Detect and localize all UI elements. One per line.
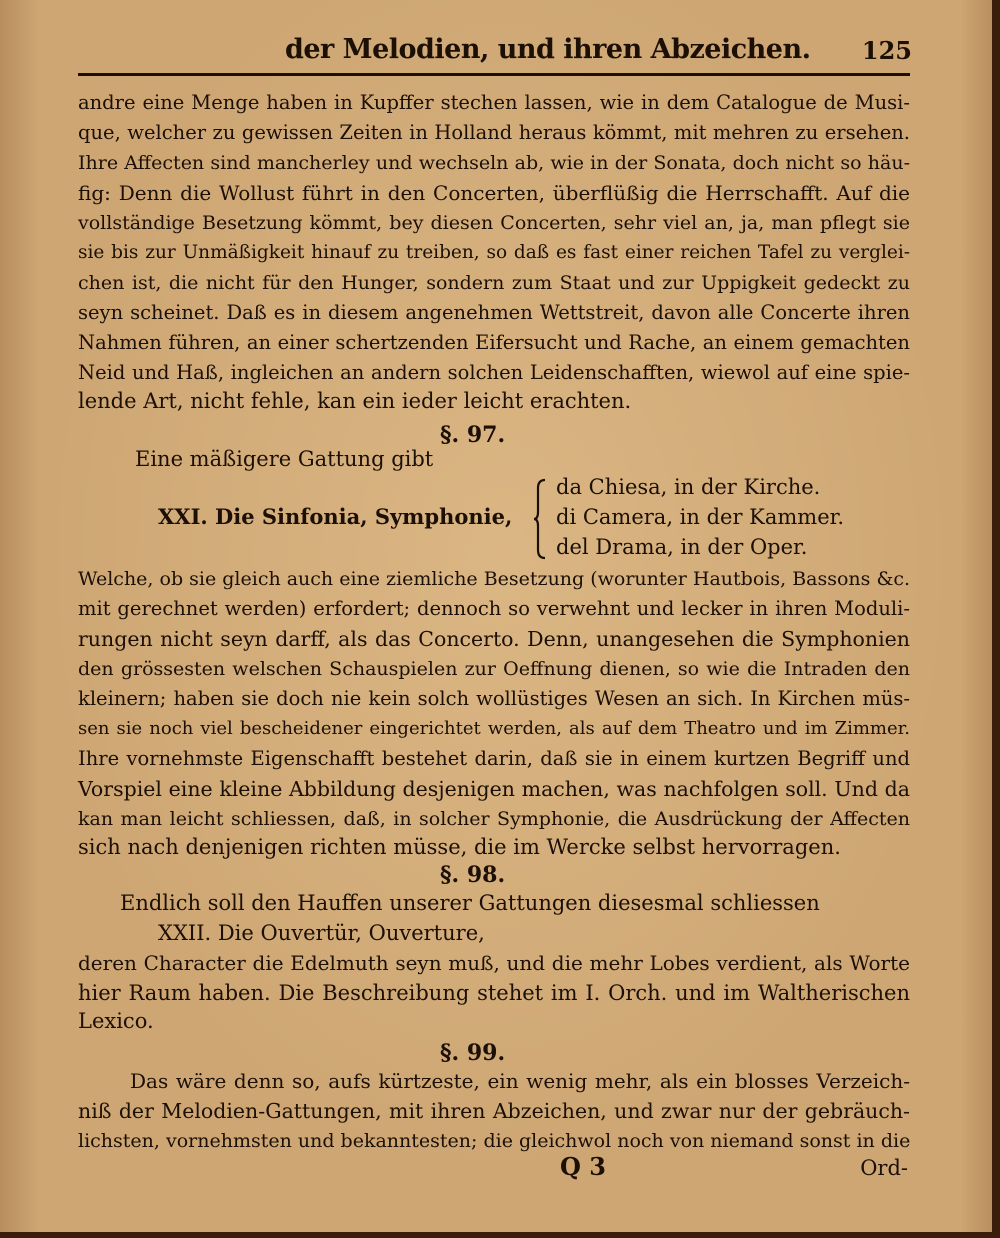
variant-item: del Drama, in der Oper. bbox=[556, 535, 808, 559]
section-heading: §. 99. bbox=[440, 1040, 506, 1066]
text-line: sich nach denjenigen richten müsse, die im Wercke selbst hervorragen. bbox=[78, 835, 841, 859]
text-line: hier Raum haben. Die Beschreibung stehet im I. Orch. und im Waltherischen bbox=[78, 981, 910, 1005]
text-line: Welche, ob sie gleich auch eine ziemliche Besetzung (worunter Hautbois, Bassons &c. bbox=[78, 568, 911, 590]
catchword: Ord- bbox=[860, 1156, 908, 1180]
text-line: que, welcher zu gewissen Zeiten in Holland heraus kömmt, mit mehren zu ersehen. bbox=[78, 121, 910, 144]
header-rule bbox=[78, 73, 910, 76]
variant-item: di Camera, in der Kammer. bbox=[556, 505, 845, 529]
text-line: andre eine Menge haben in Kupffer stechen lassen, wie in dem Catalogue de Musi- bbox=[78, 91, 910, 114]
text-line: vollständige Besetzung kömmt, bey diesen Concerten, sehr viel an, ja, man pflegt sie bbox=[78, 212, 910, 234]
text-line: seyn scheinet. Daß es in diesem angenehmen Wettstreit, davon alle Concerte ihren bbox=[78, 301, 910, 324]
page-edge-shadow-bottom bbox=[0, 1232, 1000, 1238]
text-line: mit gerechnet werden) erfordert; dennoch so verwehnt und lecker in ihren Moduli- bbox=[78, 597, 910, 620]
signature-mark: Q 3 bbox=[560, 1152, 606, 1181]
text-line: sie bis zur Unmäßigkeit hinauf zu treiben, so daß es fast einer reichen Tafel zu verglei- bbox=[78, 242, 910, 263]
text-line: Ihre vornehmste Eigenschafft bestehet darin, daß sie in einem kurtzen Begriff und bbox=[78, 747, 910, 770]
text-line: sen sie noch viel bescheidener eingerichtet werden, als auf dem Theatro und im Zimmer. bbox=[78, 718, 910, 739]
section-heading: §. 98. bbox=[440, 862, 506, 888]
text-line: deren Character die Edelmuth seyn muß, und die mehr Lobes verdient, als Worte bbox=[78, 951, 910, 975]
section-intro: Eine mäßigere Gattung gibt bbox=[135, 447, 434, 471]
text-line: Ihre Affecten sind mancherley und wechseln ab, wie in der Sonata, doch nicht so häu- bbox=[78, 152, 910, 174]
page-number: 125 bbox=[861, 36, 912, 65]
text-line: fig: Denn die Wollust führt in den Concerten, überflüßig die Herrschafft. Auf die bbox=[78, 181, 910, 205]
curly-brace bbox=[533, 478, 547, 560]
text-line: lichsten, vornehmsten und bekanntesten; die gleichwol noch von niemand sonst in die bbox=[78, 1130, 911, 1152]
running-head: der Melodien, und ihren Abzeichen. bbox=[285, 34, 811, 65]
text-line: lende Art, nicht fehle, kan ein ieder leicht erachten. bbox=[78, 389, 632, 413]
text-line: Vorspiel eine kleine Abbildung desjenigen machen, was nachfolgen soll. Und da bbox=[78, 777, 910, 801]
text-line: Neid und Haß, ingleichen an andern solchen Leidenschafften, wiewol auf eine spie- bbox=[78, 361, 910, 384]
text-line: chen ist, die nicht für den Hunger, sondern zum Staat und zur Uppigkeit gedeckt zu bbox=[78, 272, 910, 294]
text-line: Nahmen führen, an einer schertzenden Eifersucht und Rache, an einem gemachten bbox=[78, 331, 910, 354]
item-label: XXII. Die Ouvertür, Ouverture, bbox=[158, 921, 485, 945]
text-line: kleinern; haben sie doch nie kein solch wollüstiges Wesen an sich. In Kirchen müs- bbox=[78, 687, 910, 710]
text-line: den grössesten welschen Schauspielen zur Oeffnung dienen, so wie die Intraden den bbox=[78, 658, 910, 680]
text-line: niß der Melodien-Gattungen, mit ihren Abzeichen, und zwar nur der gebräuch- bbox=[78, 1099, 910, 1123]
page-edge-shadow bbox=[992, 0, 1000, 1238]
text-line: Lexico. bbox=[78, 1009, 154, 1033]
variant-item: da Chiesa, in der Kirche. bbox=[556, 475, 821, 499]
text-line: kan man leicht schliessen, daß, in solcher Symphonie, die Ausdrückung der Affecten bbox=[78, 808, 910, 830]
section-intro: Endlich soll den Hauffen unserer Gattungen diesesmal schliessen bbox=[120, 891, 820, 915]
item-label: XXI. Die Sinfonia, Symphonie, bbox=[158, 504, 513, 529]
text-line: rungen nicht seyn darff, als das Concerto. Denn, unangesehen die Symphonien bbox=[78, 627, 910, 651]
text-line: Das wäre denn so, aufs kürtzeste, ein wenig mehr, als ein blosses Verzeich- bbox=[130, 1069, 910, 1093]
section-heading: §. 97. bbox=[440, 422, 506, 448]
